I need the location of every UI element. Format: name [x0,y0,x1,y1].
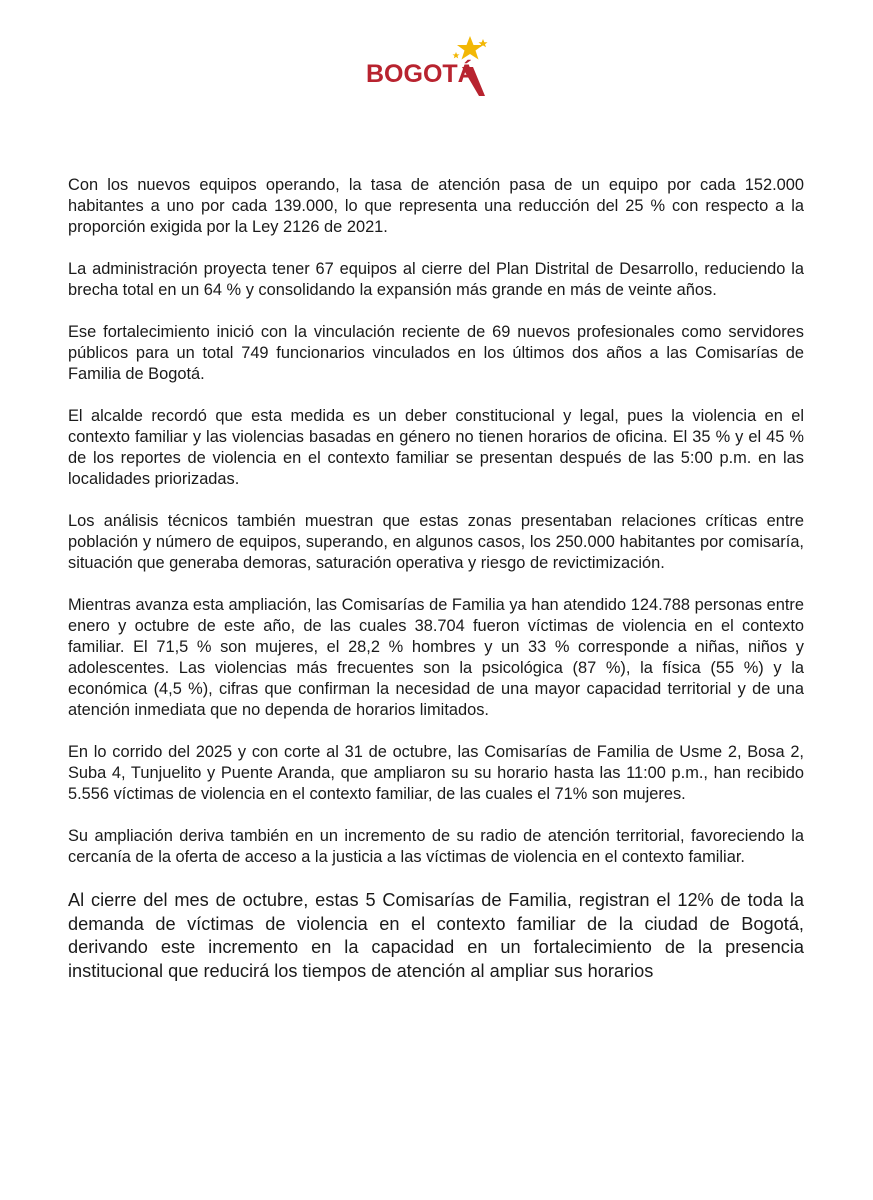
paragraph: Su ampliación deriva también en un incremento de su radio de atención territorial, favoreciendo la cercanía de la oferta de acceso a la justicia a las víctimas de violencia en el contexto familiar. [68,827,804,866]
paragraph: Al cierre del mes de octubre, estas 5 Comisarías de Familia, registran el 12% de toda la demanda de víctimas de violencia en el contexto familiar de la ciudad de Bogotá, derivando este incremento en la capacidad en un fortalecimiento de la presencia institucional que reducirá los tiempos de atención al ampliar sus horarios [68,890,804,981]
paragraph: Con los nuevos equipos operando, la tasa de atención pasa de un equipo por cada 152.000 habitantes a uno por cada 139.000, lo que representa una reducción del 25 % con respecto a la proporción exigida por la Ley 2126 de 2021. [68,176,804,236]
paragraph: En lo corrido del 2025 y con corte al 31 de octubre, las Comisarías de Familia de Usme 2, Bosa 2, Suba 4, Tunjuelito y Puente Aranda, que ampliaron su su horario hasta las 11:00 p.m., han recibido 5.556 víctimas de violencia en el contexto familiar, de las cuales el 71% son mujeres. [68,743,804,803]
logo-text: BOGOTÁ [366,60,476,88]
paragraph: Ese fortalecimiento inició con la vinculación reciente de 69 nuevos profesionales como servidores públicos para un total 749 funcionarios vinculados en los últimos dos años a las Comisarías de Familia de Bogotá. [68,323,804,383]
paragraph: El alcalde recordó que esta medida es un deber constitucional y legal, pues la violencia en el contexto familiar y las violencias basadas en género no tienen horarios de oficina. El 35 % y el 45 % de los reportes de violencia en el contexto familiar se presentan después de las 5:00 p.m. en las localidades priorizadas. [68,407,804,488]
article-body [68,175,804,1004]
bogota-logo [366,34,492,100]
paragraph: La administración proyecta tener 67 equipos al cierre del Plan Distrital de Desarrollo, reduciendo la brecha total en un 64 % y consolidando la expansión más grande en más de veinte años. [68,260,804,299]
paragraph: Los análisis técnicos también muestran que estas zonas presentaban relaciones críticas entre población y número de equipos, superando, en algunos casos, los 250.000 habitantes por comisaría, situación que generaba demoras, saturación operativa y riesgo de revictimización. [68,512,804,572]
paragraph: Mientras avanza esta ampliación, las Comisarías de Familia ya han atendido 124.788 personas entre enero y octubre de este año, de las cuales 38.704 fueron víctimas de violencia en el contexto familiar. El 71,5 % son mujeres, el 28,2 % hombres y un 33 % corresponde a niñas, niños y adolescentes. Las violencias más frecuentes son la psicológica (87 %), la física (55 %) y la económica (4,5 %), cifras que confirman la necesidad de una mayor capacidad territorial y de una atención inmediata que no dependa de horarios limitados. [68,596,804,719]
